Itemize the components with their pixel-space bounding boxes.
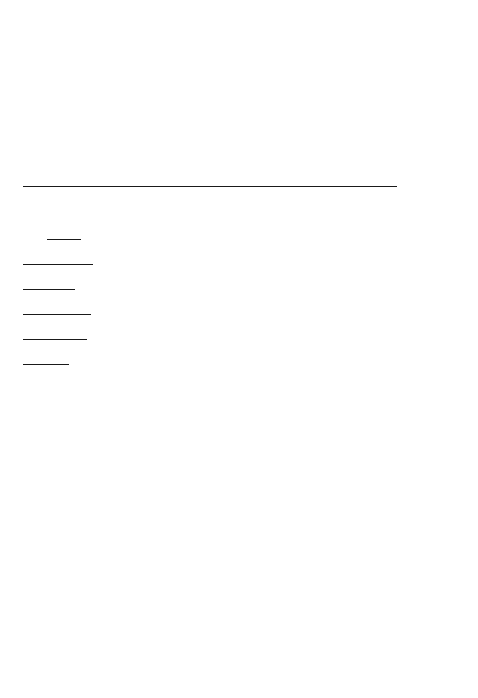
- q2-blank-bo-1[interactable]: [23, 354, 45, 365]
- q3-2-option-b[interactable]: [23, 582, 463, 598]
- q2-line-5: [23, 327, 87, 341]
- q3-1-option-a[interactable]: [23, 429, 463, 445]
- q1-sentence: [23, 151, 131, 165]
- q3-2-option-a[interactable]: [23, 557, 463, 573]
- q3-1-option-d[interactable]: [23, 507, 463, 523]
- q2-blank-xian[interactable]: [61, 254, 93, 265]
- q3-1-option-c[interactable]: [23, 481, 463, 497]
- q2-line-2: [23, 252, 93, 266]
- q1-answer-line[interactable]: [23, 186, 397, 187]
- q2-blank-zhuan[interactable]: [45, 279, 75, 290]
- q3-2-option-d[interactable]: [23, 632, 463, 648]
- q2-line-3: [23, 277, 75, 291]
- q2-line-4: [23, 302, 91, 316]
- q2-blank-yu[interactable]: [23, 279, 45, 290]
- q2-line-1: [47, 227, 81, 241]
- q2-blank-yi[interactable]: [57, 329, 87, 340]
- q2-blank-duan[interactable]: [45, 304, 69, 315]
- q3-1-option-b[interactable]: [23, 455, 463, 471]
- q2-blank-bei[interactable]: [23, 254, 61, 265]
- q2-blank-la[interactable]: [23, 304, 45, 315]
- q2-blank-bo-2[interactable]: [45, 354, 69, 365]
- q2-line-6: [23, 352, 69, 366]
- q2-blank-you[interactable]: [23, 329, 57, 340]
- q2-blank-ao[interactable]: [47, 229, 81, 240]
- q2-blank-lian[interactable]: [69, 304, 91, 315]
- q3-2-option-c[interactable]: [23, 607, 463, 623]
